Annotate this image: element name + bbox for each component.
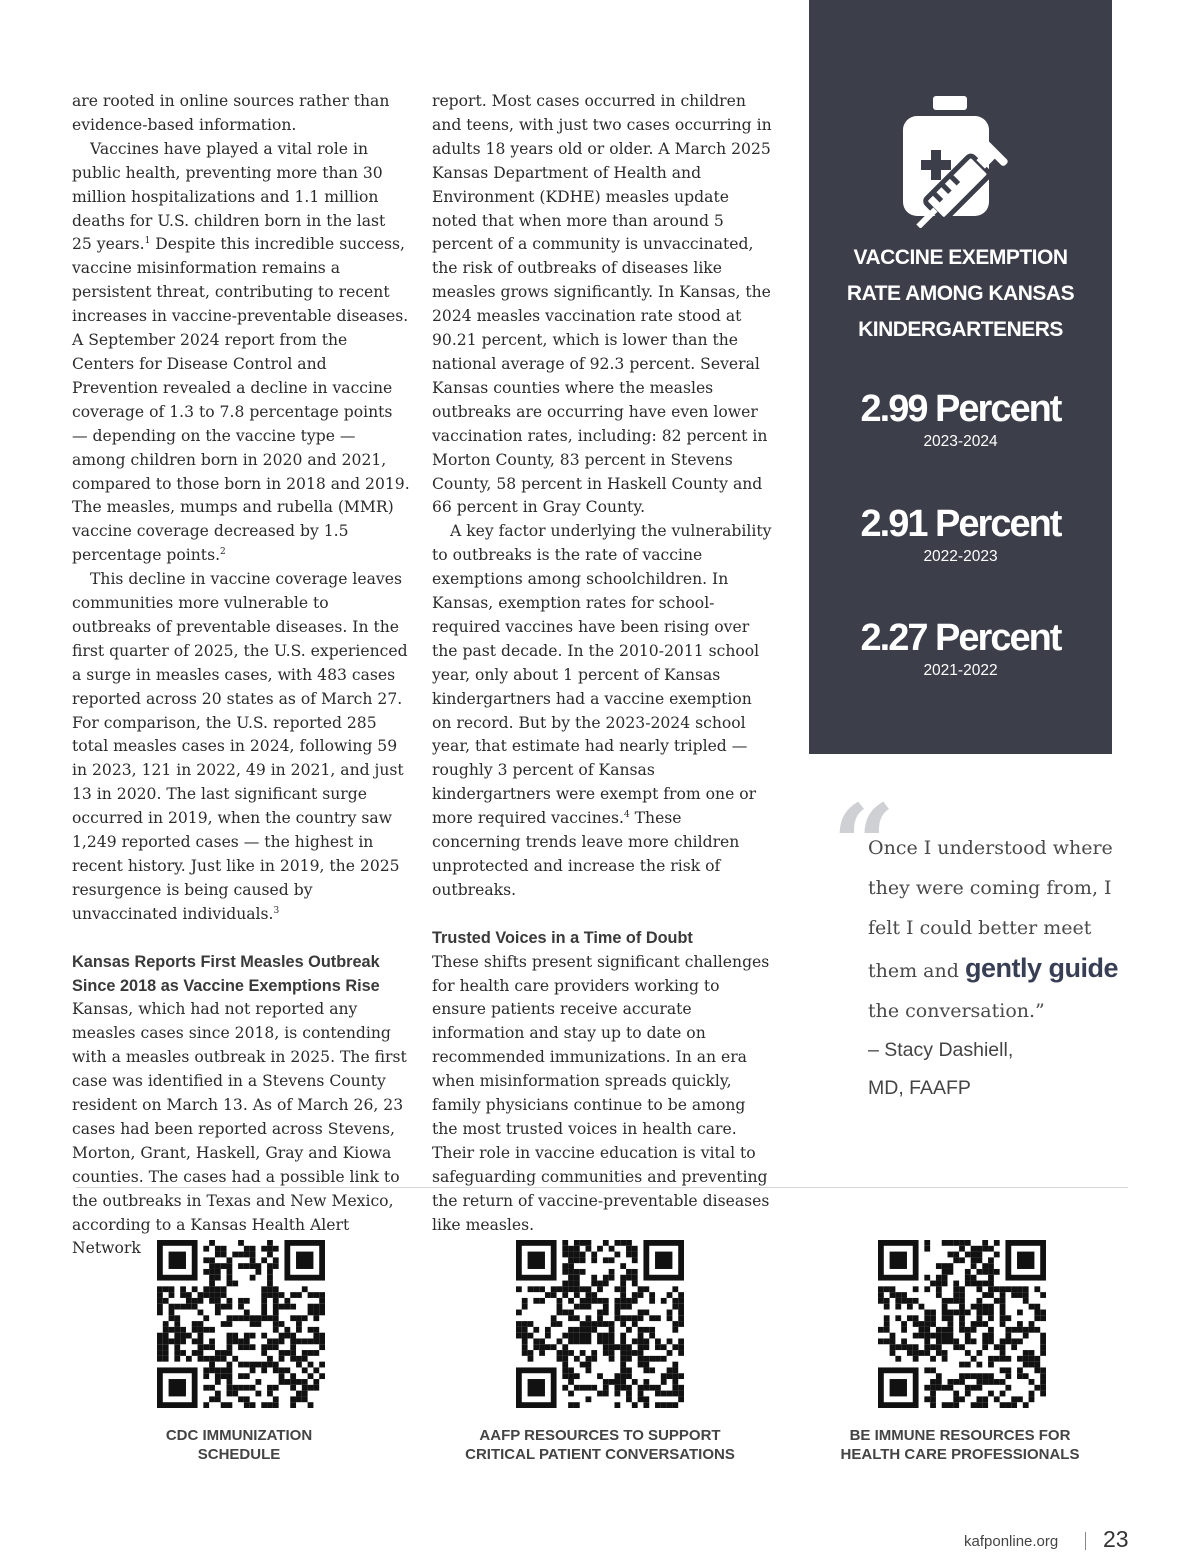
resource-label: AAFP RESOURCES TO SUPPORT CRITICAL PATIENT CONVERSATIONS <box>465 1427 735 1463</box>
footnote-ref: 1 <box>144 236 151 247</box>
footer-separator <box>1085 1532 1086 1550</box>
paragraph: Vaccines have played a vital role in public health, preventing more than 30 million hospitalizations and 1.1 million deaths for U.S. children born in the last 25 years.$^1$ Despite this incredible success, vaccine misinformation remains a persistent threat, contributing to recent increases in vaccine-preventable diseases. A September 2024 report from the Centers for Disease Control and Prevention revealed a decline in vaccine coverage of 1.3 to 7.8 percentage points — depending on the vaccine type — among children born in 2020 and 2021, compared to those born in 2018 and 2019. The measles, mumps and rubella (MMR) vaccine coverage decreased by 1.5 percentage points.$^2$ <box>72 139 410 565</box>
stat-year: 2022-2023 <box>923 548 998 565</box>
vaccine-bottle-syringe-icon <box>897 92 1045 228</box>
stat-item <box>809 617 1112 681</box>
stat-value: 2.91 Percent <box>860 503 1061 545</box>
footer-site: kafponline.org <box>964 1533 1059 1550</box>
paragraph: A key factor underlying the vulnerability to outbreaks is the rate of vaccine exemptions among schoolchildren. In Kansas, exemption rates for school-required vaccines have been rising over the past decade. In the 2010-2011 school year, only about 1 percent of Kansas kindergartners had a vaccine exemption on record. But by the 2023-2024 school year, that estimate had nearly tripled — roughly 3 percent of Kansas kindergartners were exempt from one or more required vaccines.$^4$ These concerning trends leave more children unprotected and increase the risk of outbreaks. <box>432 522 772 899</box>
paragraph: These shifts present significant challenges for health care providers working to ensure patients receive accurate information and stay up to date on recommended immunizations. In an era when misinformation spreads quickly, family physicians continue to be among the most trusted voices in health care. Their role in vaccine education is vital to safeguarding communities and preventing the return of vaccine-preventable diseases like measles. <box>432 952 770 1234</box>
footnote-ref: 3 <box>273 905 280 916</box>
resource-label: BE IMMUNE RESOURCES FOR HEALTH CARE PROFESSIONALS <box>840 1427 1080 1463</box>
page-number: 23 <box>1103 1526 1129 1552</box>
sidebar-heading: VACCINE EXEMPTION RATE AMONG KANSAS KINDERGARTENERS <box>846 246 1075 341</box>
article-column-left <box>72 90 410 1261</box>
paragraph: report. Most cases occurred in children and teens, with just two cases occurring in adults 18 years old or older. A March 2025 Kansas Department of Health and Environment (KDHE) measles update noted that when more than around 5 percent of a community is unvaccinated, the risk of outbreaks of diseases like measles grows significantly. In Kansas, the 2024 measles vaccination rate stood at 90.21 percent, which is lower than the national average of 92.3 percent. Several Kansas counties where the measles outbreaks are occurring have even lower vaccination rates, including: 82 percent in Morton County, 83 percent in Stevens County, 58 percent in Haskell County and 66 percent in Gray County. <box>432 92 772 517</box>
footnote-ref: 4 <box>623 810 630 821</box>
quote-attribution: – Stacy Dashiell, MD, FAAFP <box>868 1039 1014 1099</box>
resource-label: CDC IMMUNIZATION SCHEDULE <box>165 1427 313 1463</box>
pull-quote: Once I understood where they were coming from, I felt I could better meet them and gently guide the conversation.” – Stacy Dashiell, MD, FAAFP <box>868 828 1118 1107</box>
stat-year: 2023-2024 <box>923 433 998 450</box>
stat-value: 2.99 Percent <box>860 388 1061 430</box>
stat-item <box>809 503 1112 567</box>
paragraph: Kansas, which had not reported any measles cases since 2018, is contending with a measles outbreak in 2025. The first case was identified in a Stevens County resident on March 13. As of March 26, 23 cases had been reported across Stevens, Morton, Grant, Haskell, Gray and Kiowa counties. The cases had a possible link to the outbreaks in Texas and New Mexico, according to a Kansas Health Alert Network <box>72 1000 407 1258</box>
qr-code-icon[interactable] <box>157 1240 325 1408</box>
section-heading: Kansas Reports First Measles Outbreak Since 2018 as Vaccine Exemptions Rise <box>72 952 380 995</box>
stats-sidebar <box>809 0 1112 754</box>
footnote-ref: 2 <box>220 547 226 558</box>
section-heading: Trusted Voices in a Time of Doubt <box>432 928 693 947</box>
quote-emphasis: gently guide <box>964 953 1118 983</box>
paragraph: This decline in vaccine coverage leaves communities more vulnerable to outbreaks of preventable diseases. In the first quarter of 2025, the U.S. experienced a surge in measles cases, with 483 cases reported across 20 states as of March 27. For comparison, the U.S. reported 285 total measles cases in 2024, following 59 in 2023, 121 in 2022, 49 in 2021, and just 13 in 2020. The last significant surge occurred in 2019, when the country saw 1,249 reported cases — the highest in recent history. Just like in 2019, the 2025 resurgence is being caused by unvaccinated individuals.$^3$ <box>72 570 408 923</box>
stat-year: 2021-2022 <box>923 662 998 679</box>
paragraph: are rooted in online sources rather than evidence-based information. <box>72 92 390 134</box>
qr-code-icon[interactable] <box>516 1240 684 1408</box>
article-column-middle <box>432 90 772 1237</box>
qr-code-icon[interactable] <box>878 1240 1046 1408</box>
stat-item <box>809 388 1112 452</box>
quote-mark-icon: “ <box>832 780 896 909</box>
divider <box>76 1187 1128 1188</box>
stat-value: 2.27 Percent <box>860 617 1061 659</box>
